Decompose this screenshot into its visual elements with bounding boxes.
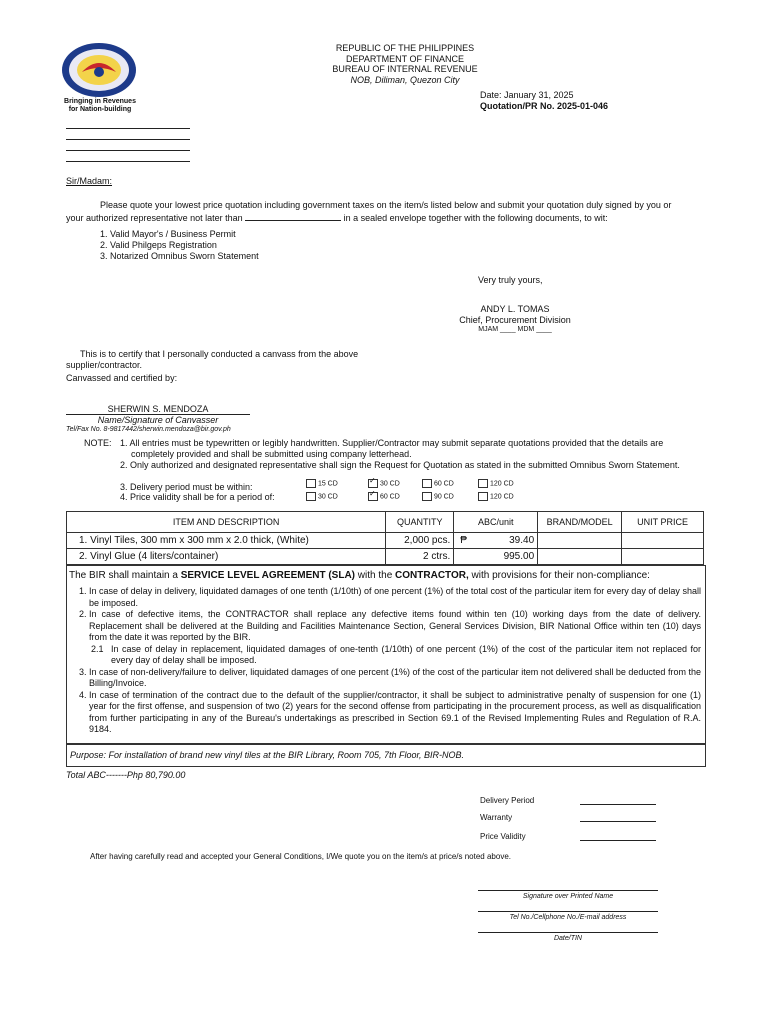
item-description: 2. Vinyl Glue (4 liters/container) bbox=[67, 549, 386, 565]
bir-seal-logo bbox=[60, 42, 138, 98]
item-unit-price[interactable] bbox=[622, 549, 704, 565]
condition-item: 1. In case of delay in delivery, liquidated damages of one tenth (1/10th) of one percent (1%) of the total cost of the particular item for every day of delay shall be imposed. bbox=[89, 586, 701, 609]
date-tin-label: Date/TIN bbox=[553, 935, 582, 942]
date-tin-line[interactable] bbox=[478, 932, 658, 933]
table-row bbox=[67, 533, 704, 549]
term-warranty-label: Warranty bbox=[480, 813, 513, 822]
checkbox[interactable] bbox=[422, 492, 432, 501]
header-item: ITEM AND DESCRIPTION bbox=[67, 512, 386, 533]
purpose-box bbox=[66, 743, 706, 767]
checkbox[interactable] bbox=[478, 479, 488, 488]
option-60cd[interactable]: ✓ 60 CD bbox=[368, 492, 400, 501]
certify-text: This is to certify that I personally conducted a canvass from the above supplier/contractor. bbox=[66, 349, 359, 370]
addressee-line[interactable] bbox=[66, 128, 190, 129]
addressee-line[interactable] bbox=[66, 161, 190, 162]
signatory-name: ANDY L. TOMAS bbox=[480, 304, 550, 314]
note-label: NOTE: bbox=[84, 438, 112, 448]
closing: Very truly yours, bbox=[478, 275, 543, 285]
term-validity-blank[interactable] bbox=[580, 840, 656, 841]
items-table bbox=[66, 511, 704, 565]
condition-item: 4. In case of termination of the contract due to the default of the supplier/contractor, it shall be subject to administrative penalty of suspension for one (1) year for the first offense, and suspension of two (2) years for the second offense from participating in the procurement process, as well as disqualification from further participating in any of the Bureau's undertakings as prescribed in Section 69.1 of the Revised Implementing Rules and Regulation of R.A. 9184. bbox=[89, 690, 701, 736]
item-unit-price[interactable] bbox=[622, 533, 704, 549]
checkbox-checked[interactable] bbox=[368, 492, 378, 501]
condition-item: 3. In case of non-delivery/failure to deliver, liquidated damages of one percent (1%) of the cost of the particular item not delivered shall be deducted from the Billing/Invoice. bbox=[89, 667, 701, 690]
item-quantity: 2,000 pcs. bbox=[386, 533, 454, 549]
option-30cd[interactable]: ✓ 30 CD bbox=[368, 479, 400, 488]
item-brand[interactable] bbox=[538, 533, 622, 549]
document-item: 3. Notarized Omnibus Sworn Statement bbox=[100, 251, 259, 261]
canvasser-caption: Name/Signature of Canvasser bbox=[97, 415, 219, 425]
delivery-options bbox=[306, 479, 526, 491]
term-delivery-label: Delivery Period bbox=[480, 796, 535, 805]
checkbox[interactable] bbox=[306, 479, 316, 488]
condition-item: 2. In case of defective items, the CONTRACTOR shall replace any defective items found within ten (10) working days from the date of delivery. Replacement shall be delivered at the Building and Facilities Maintenance Section, General Services Division, BIR National Office within ten (10) days from the date it was reported by the BIR. 2.1 In case of delay in replacement, liquidated damages of one-tenth (1/10th) of one percent (1%) of the cost of the particular item not replaced for every day of delay shall be imposed. bbox=[89, 609, 701, 667]
quotation-number: Quotation/PR No. 2025-01-046 bbox=[480, 101, 609, 111]
item-quantity: 2 ctrs. bbox=[386, 549, 454, 565]
canvassed-label: Canvassed and certified by: bbox=[66, 373, 178, 383]
contact-line[interactable] bbox=[478, 911, 658, 912]
header-brand: BRAND/MODEL bbox=[538, 512, 622, 533]
date-line: Date: January 31, 2025 bbox=[480, 90, 574, 100]
checkbox[interactable] bbox=[306, 492, 316, 501]
tagline: Bringing in Revenues for Nation-building bbox=[64, 98, 136, 113]
signature-label: Signature over Printed Name bbox=[522, 893, 614, 900]
delivery-period-note: 3. Delivery period must be within: bbox=[120, 482, 253, 492]
total-abc: Total ABC-------Php 80,790.00 bbox=[66, 770, 186, 780]
signature-line[interactable] bbox=[478, 890, 658, 891]
document-item: 1. Valid Mayor's / Business Permit bbox=[100, 229, 236, 239]
agency-header bbox=[300, 43, 510, 85]
option-90cd[interactable]: 90 CD bbox=[422, 492, 454, 501]
addressee-line[interactable] bbox=[66, 139, 190, 140]
option-30cd[interactable]: 30 CD bbox=[306, 492, 338, 501]
checkbox[interactable] bbox=[422, 479, 432, 488]
item-brand[interactable] bbox=[538, 549, 622, 565]
salutation: Sir/Madam: bbox=[66, 176, 113, 186]
header-department: DEPARTMENT OF FINANCE bbox=[345, 53, 464, 64]
documents-list bbox=[100, 229, 259, 262]
note-items: 1. All entries must be typewritten or legibly handwritten. Supplier/Contractor may submit separate quotations provided that the details are completely provided and shall be submitted using company letterhead. 2. Only authorized and designated representative shall sign the Request for Quotation as stated in the submitted Omnibus Sworn Statement. bbox=[120, 438, 680, 470]
option-60cd[interactable]: 60 CD bbox=[422, 479, 454, 488]
header-republic: REPUBLIC OF THE PHILIPPINES bbox=[335, 43, 475, 53]
sla-box bbox=[66, 565, 706, 745]
contact-label: Tel No./Cellphone No./E-mail address bbox=[509, 914, 627, 921]
item-abc: ₱ 39.40 bbox=[454, 533, 538, 549]
price-validity-note: 4. Price validity shall be for a period of: bbox=[120, 492, 275, 502]
signatory-title: Chief, Procurement Division bbox=[459, 315, 571, 325]
term-delivery-blank[interactable] bbox=[580, 804, 656, 805]
term-warranty-blank[interactable] bbox=[580, 821, 656, 822]
table-header-row bbox=[67, 512, 704, 533]
sla-heading: The BIR shall maintain a SERVICE LEVEL AGREEMENT (SLA) with the CONTRACTOR, with provisions for their non-compliance: bbox=[69, 570, 650, 581]
option-120cd[interactable]: 120 CD bbox=[478, 492, 514, 501]
intro-paragraph: Please quote your lowest price quotation including government taxes on the item/s listed below and submit your quotation duly signed by you or your authorized representative not later than in a sealed envelope together with the following documents, to wit: bbox=[66, 200, 672, 223]
signatory-block bbox=[440, 304, 590, 333]
signatory-initials: MJAM ____ MDM ____ bbox=[478, 326, 552, 333]
header-unit-price: UNIT PRICE bbox=[622, 512, 704, 533]
validity-options bbox=[306, 492, 526, 504]
canvasser-contact: Tel/Fax No. 8-9817442/sherwin.mendoza@bir.gov.ph bbox=[66, 426, 231, 433]
header-quantity: QUANTITY bbox=[386, 512, 454, 533]
option-120cd[interactable]: 120 CD bbox=[478, 479, 514, 488]
deadline-blank[interactable] bbox=[245, 212, 341, 221]
checkbox-checked[interactable] bbox=[368, 479, 378, 488]
header-bureau: BUREAU OF INTERNAL REVENUE bbox=[332, 64, 478, 74]
term-validity-label: Price Validity bbox=[480, 832, 526, 841]
header-address: NOB, Diliman, Quezon City bbox=[350, 74, 460, 85]
document-item: 2. Valid Philgeps Registration bbox=[100, 240, 217, 250]
option-15cd[interactable]: 15 CD bbox=[306, 479, 338, 488]
sla-conditions bbox=[77, 586, 701, 736]
header-abc: ABC/unit bbox=[454, 512, 538, 533]
addressee-line[interactable] bbox=[66, 150, 190, 151]
purpose-text: Purpose: For installation of brand new vinyl tiles at the BIR Library, Room 705, 7th Floor, BIR-NOB. bbox=[70, 750, 465, 760]
table-row bbox=[67, 549, 704, 565]
checkbox[interactable] bbox=[478, 492, 488, 501]
item-abc: 995.00 bbox=[454, 549, 538, 565]
item-description: 1. Vinyl Tiles, 300 mm x 300 mm x 2.0 thick, (White) bbox=[67, 533, 386, 549]
acceptance-statement: After having carefully read and accepted your General Conditions, I/We quote you on the item/s at price/s noted above. bbox=[90, 852, 511, 861]
canvasser-name: SHERWIN S. MENDOZA bbox=[107, 404, 209, 414]
